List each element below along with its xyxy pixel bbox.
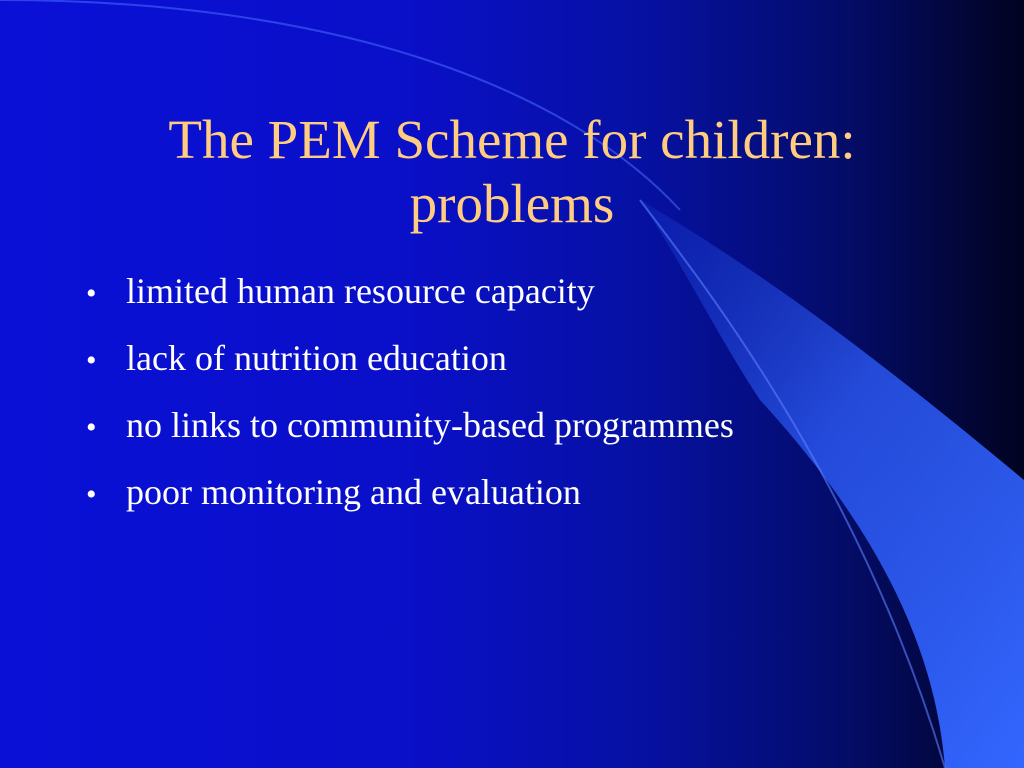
bullet-item bbox=[86, 270, 734, 315]
bullet-text: no links to community-based programmes bbox=[126, 405, 734, 445]
bullet-dot-icon: • bbox=[86, 344, 97, 377]
bullet-dot-icon: • bbox=[86, 277, 97, 310]
bullet-text: poor monitoring and evaluation bbox=[126, 472, 581, 512]
bullet-item bbox=[86, 337, 734, 382]
bullet-dot-icon: • bbox=[86, 478, 97, 511]
bullet-item bbox=[86, 404, 734, 449]
bullet-dot-icon: • bbox=[86, 411, 97, 444]
slide-title-line-1: The PEM Scheme for children: bbox=[168, 109, 856, 170]
bullet-text: lack of nutrition education bbox=[126, 338, 507, 378]
bullet-list bbox=[86, 270, 734, 538]
slide-title bbox=[60, 108, 964, 236]
slide-title-line-2: problems bbox=[409, 173, 615, 234]
bullet-item bbox=[86, 471, 734, 516]
bullet-text: limited human resource capacity bbox=[126, 271, 595, 311]
